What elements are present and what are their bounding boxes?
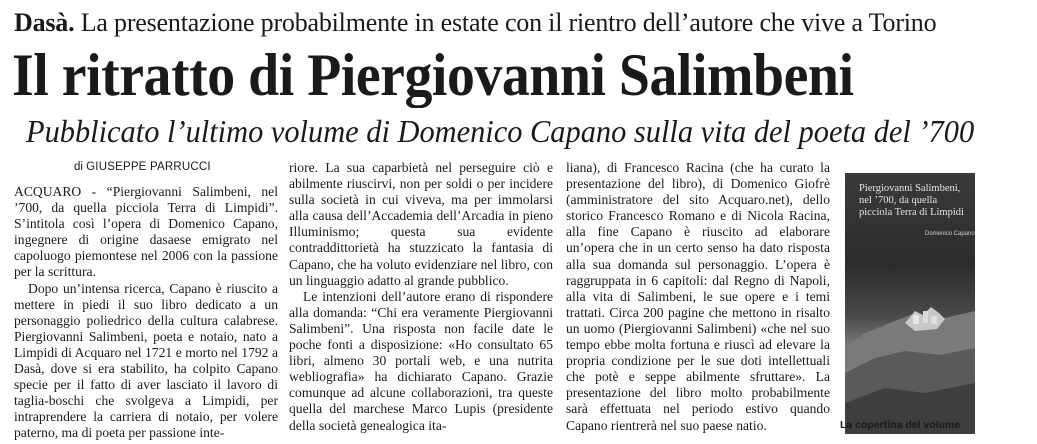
photo-caption: La copertina del volume (840, 419, 961, 431)
article-column-1 (14, 160, 278, 442)
kicker (14, 6, 1029, 40)
article-column-3 (566, 160, 830, 434)
byline-author: GIUSEPPE PARRUCCI (86, 161, 211, 173)
kicker-text: La presentazione probabilmente in estate con il rientro dell’autore che vive a Torino (80, 8, 937, 37)
kicker-place: Dasà. (14, 8, 75, 37)
article-paragraph: Dopo un’intensa ricerca, Capano è riuscito a mettere in piedi il suo libro dedicato a un personaggio poliedrico della cultura calabrese. Piergiovanni Salimbeni, poeta e notaio, nato a Limpidi di Acquaro nel 1721 e morto nel 1792 a Dasà, dove si era stabilito, ha colpito Capano specie per il fatto di aver lasciato il lavoro di taglia-boschi che svolgeva a Limpidi, per intraprendere la carriera di notaio, per volere paterno, ma di poeta per passione inte- (14, 280, 278, 441)
byline (74, 160, 278, 174)
subheadline: Pubblicato l’ultimo volume di Domenico Capano sulla vita del poeta del ’700 (26, 113, 975, 149)
article-paragraph: riore. La sua caparbietà nel perseguire ciò e abilmente riuscirvi, non per soldi o per incidere sulla società in cui viveva, ma per immolarsi alla causa dell’Accademia dell’Arcadia in pieno Illuminismo; questa sua evidente contraddittorietà ha stuzzicato la fantasia di Capano, che ha voluto evidenziare nel libro, con un linguaggio adatto al grande pubblico. (289, 160, 553, 288)
headline: Il ritratto di Piergiovanni Salimbeni (12, 42, 854, 108)
cover-title: Piergiovanni Salimbeni, nel ’700, da quella picciola Terra di Limpidi (859, 183, 964, 218)
article-paragraph: liana), di Francesco Racina (che ha curato la presentazione del libro), di Domenico Giofrè (amministratore del sito Acquaro.net), dello storico Francesco Romano e di Nicola Racina, alla fine Capano è riuscito ad elaborare un’opera che in un certo senso ha dato risposta alla sua domanda sul personaggio. L’opera è raggruppata in 6 capitoli: dal Regno di Napoli, alla vita di Salimbeni, le sue opere e i temi trattati. Circa 200 pagine che mettono in risalto un uomo (Piergiovanni Salimbeni) «che nel suo tempo ebbe molta fortuna e riuscì ad elevare la propria condizione per le sue doti intellettuali che potè e seppe abilmente sfruttare». La presentazione del libro molto probabilmente sarà effettuata nel periodo estivo quando Capano rientrerà nel suo paese natio. (566, 160, 830, 433)
article-paragraph: ACQUARO - “Piergiovanni Salimbeni, nel ’700, da quella picciola Terra di Limpidi”. S’intitola così l’opera di Domenico Capano, ingegnere di origine dasaese emigrato nel capoluogo piemontese nel 2006 con la passione per la scrittura. (14, 184, 278, 280)
cover-author: Domenico Capano (925, 231, 975, 237)
byline-prefix: di (74, 161, 83, 173)
article-column-2 (289, 160, 553, 434)
article-paragraph: Le intenzioni dell’autore erano di rispondere alla domanda: “Chi era veramente Piergiovanni Salimbeni”. Una risposta non facile date le poche fonti a disposizione: «Ho consultato 65 libri, almeno 30 portali web, e una nutrita webliografia» ha dichiarato Capano. Grazie comunque ad alcune collaborazioni, tra queste quella del marchese Marco Lupis (presidente della società genealogica ita- (289, 288, 553, 433)
book-cover-image (845, 173, 975, 434)
